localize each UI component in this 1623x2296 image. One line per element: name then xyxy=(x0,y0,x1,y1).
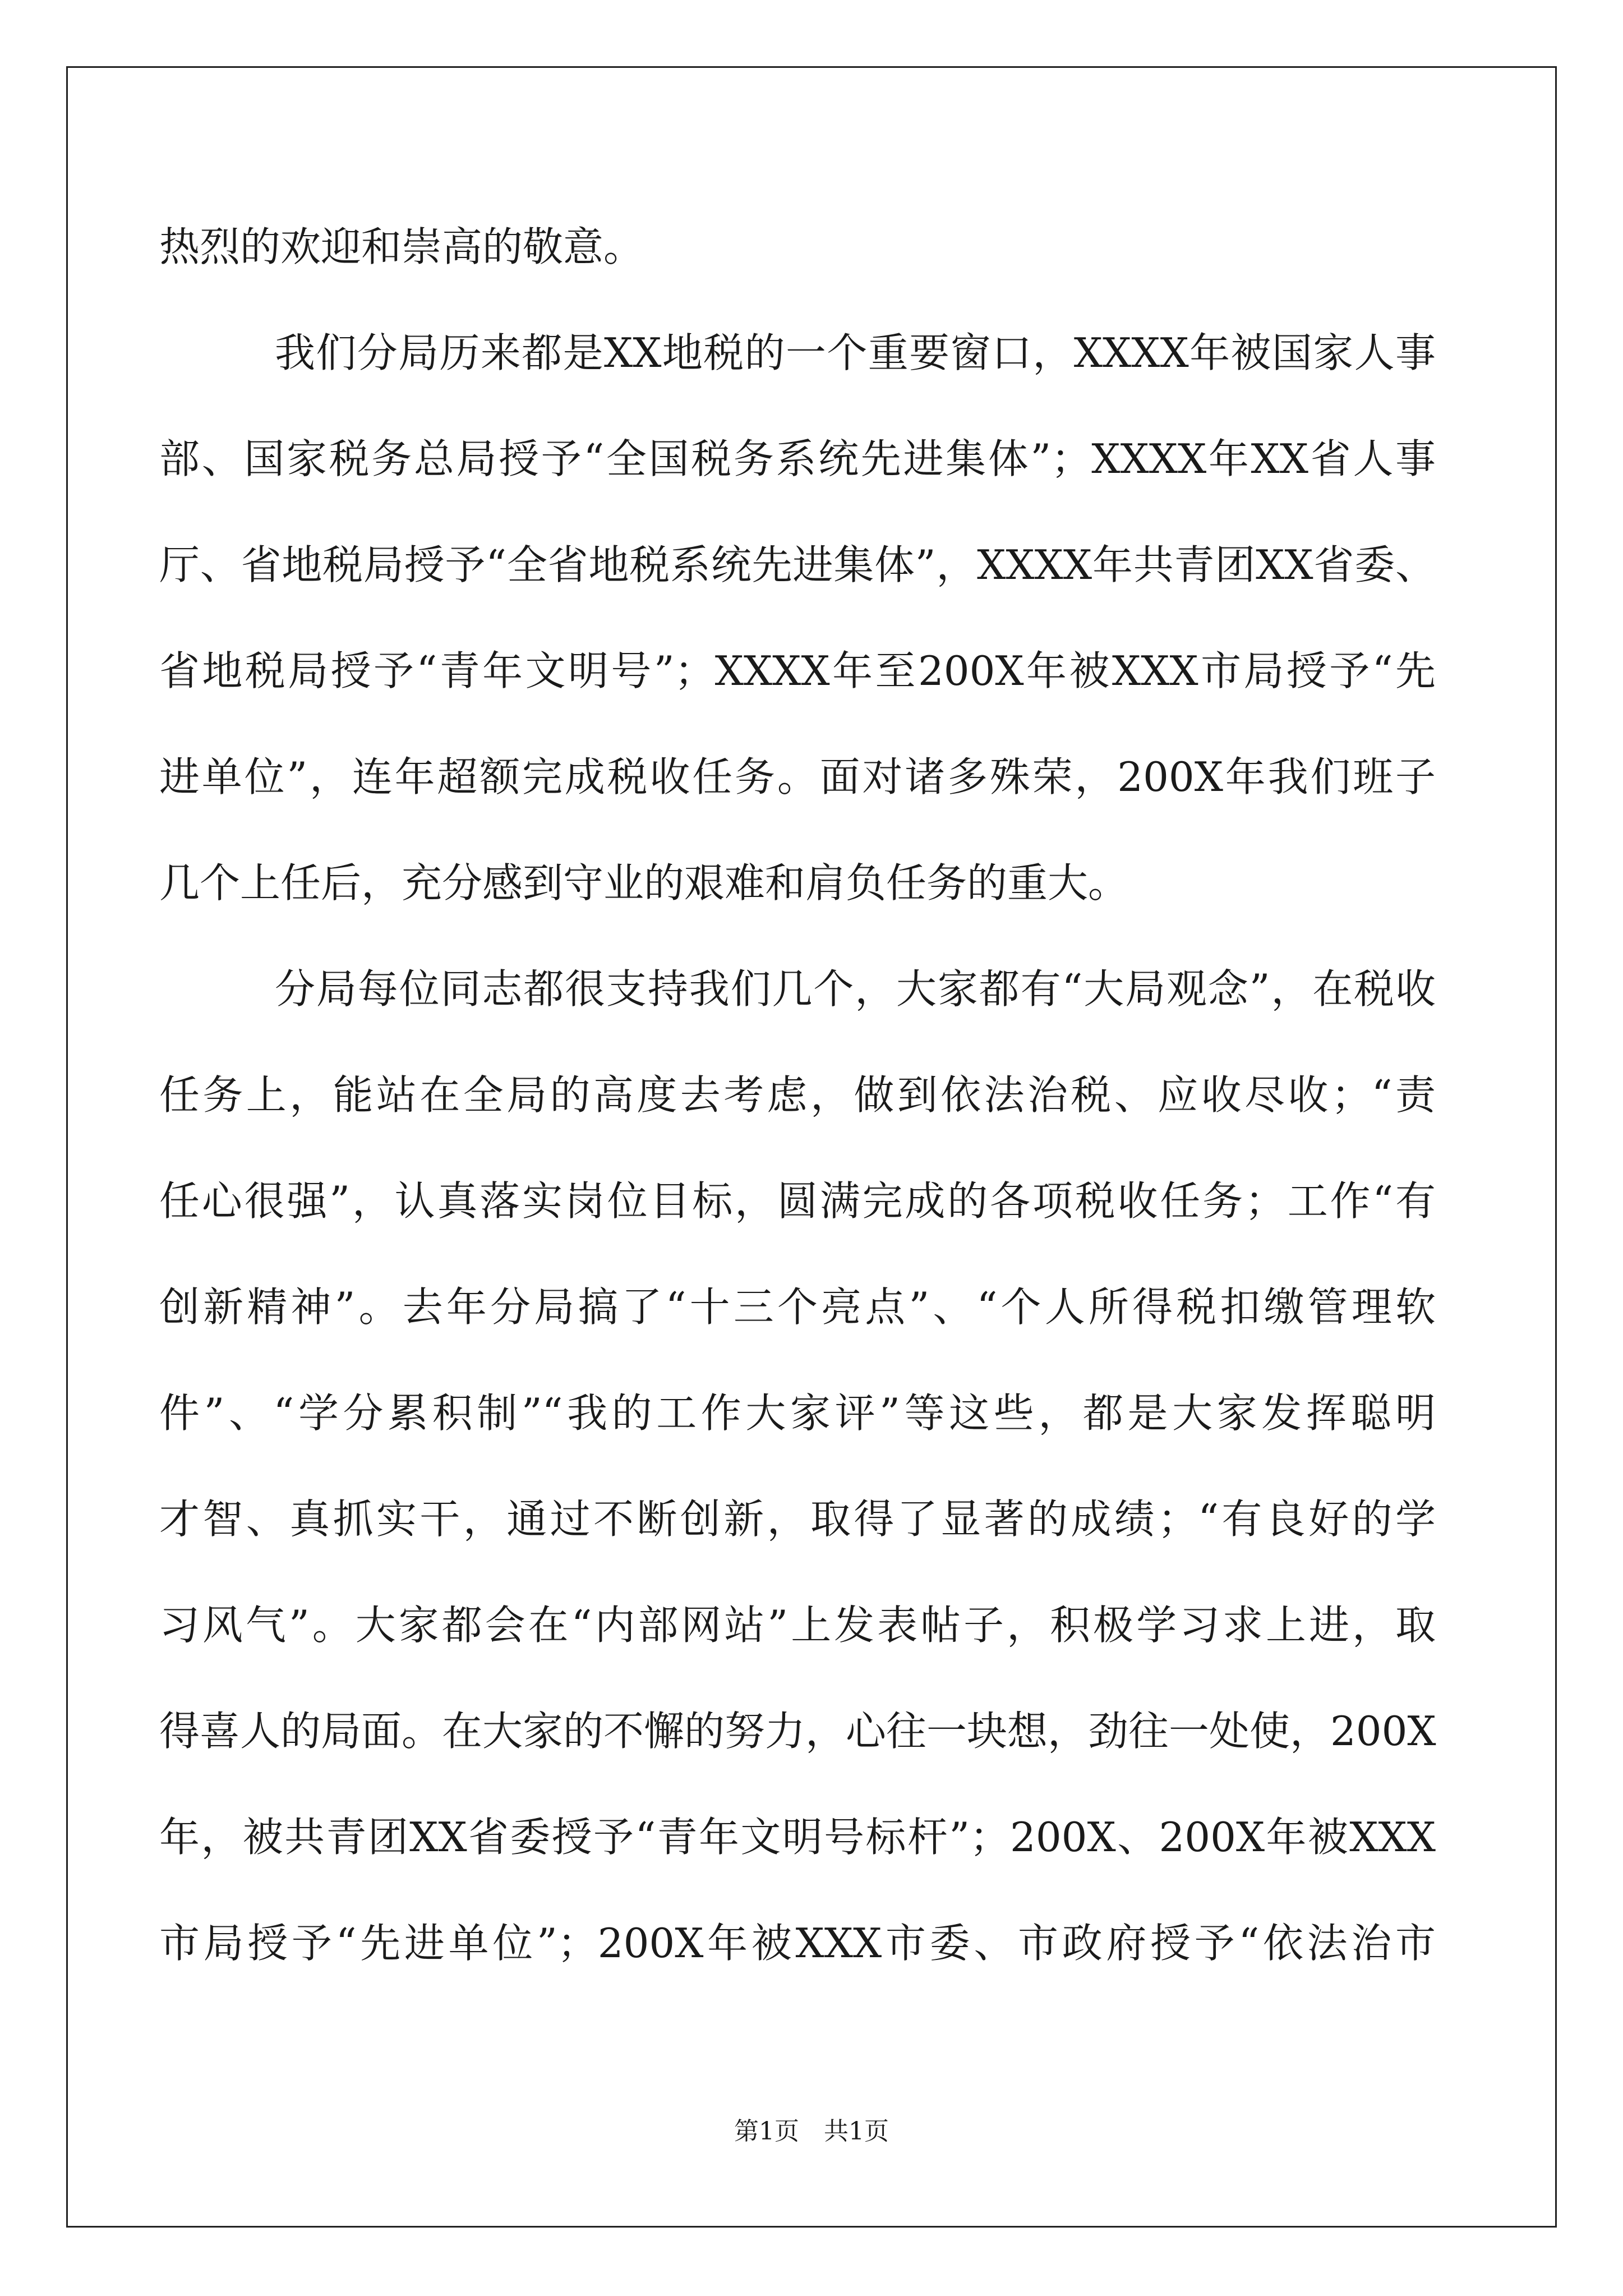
text-line: 习风气”。大家都会在“内部网站”上发表帖子，积极学习求上进，取 xyxy=(159,1602,1436,1649)
text-line: 热烈的欢迎和崇高的敬意。 xyxy=(159,223,644,270)
text-line: 进单位”，连年超额完成税收任务。面对诸多殊荣，200X年我们班子 xyxy=(159,753,1436,800)
text-line: 我们分局历来都是XX地税的一个重要窗口，XXXX年被国家人事 xyxy=(275,329,1436,376)
text-line: 创新精神”。去年分局搞了“十三个亮点”、“个人所得税扣缴管理软 xyxy=(159,1283,1436,1331)
document-body xyxy=(159,219,1436,2021)
text-line: 任心很强”，认真落实岗位目标，圆满完成的各项税收任务；工作“有 xyxy=(159,1177,1436,1225)
text-line: 几个上任后，充分感到守业的艰难和肩负任务的重大。 xyxy=(159,859,1129,907)
page-footer: 第1页 共1页 xyxy=(734,2117,889,2146)
text-line: 厅、省地税局授予“全省地税系统先进集体”，XXXX年共青团XX省委、 xyxy=(159,541,1436,588)
text-line: 才智、真抓实干，通过不断创新，取得了显著的成绩；“有良好的学 xyxy=(159,1496,1436,1543)
text-line: 件”、“学分累积制”“我的工作大家评”等这些，都是大家发挥聪明 xyxy=(159,1389,1436,1437)
text-line: 年，被共青团XX省委授予“青年文明号标杆”；200X、200X年被XXX xyxy=(159,1814,1436,1861)
text-line: 得喜人的局面。在大家的不懈的努力，心往一块想，劲往一处使，200X xyxy=(159,1708,1436,1755)
text-line: 部、国家税务总局授予“全国税务系统先进集体”；XXXX年XX省人事 xyxy=(159,435,1436,482)
text-line: 任务上，能站在全局的高度去考虑，做到依法治税、应收尽收；“责 xyxy=(159,1071,1436,1119)
text-line: 省地税局授予“青年文明号”；XXXX年至200X年被XXX市局授予“先 xyxy=(159,647,1436,694)
text-line: 分局每位同志都很支持我们几个，大家都有“大局观念”，在税收 xyxy=(275,965,1436,1013)
text-line: 市局授予“先进单位”；200X年被XXX市委、市政府授予“依法治市 xyxy=(159,1920,1436,1967)
